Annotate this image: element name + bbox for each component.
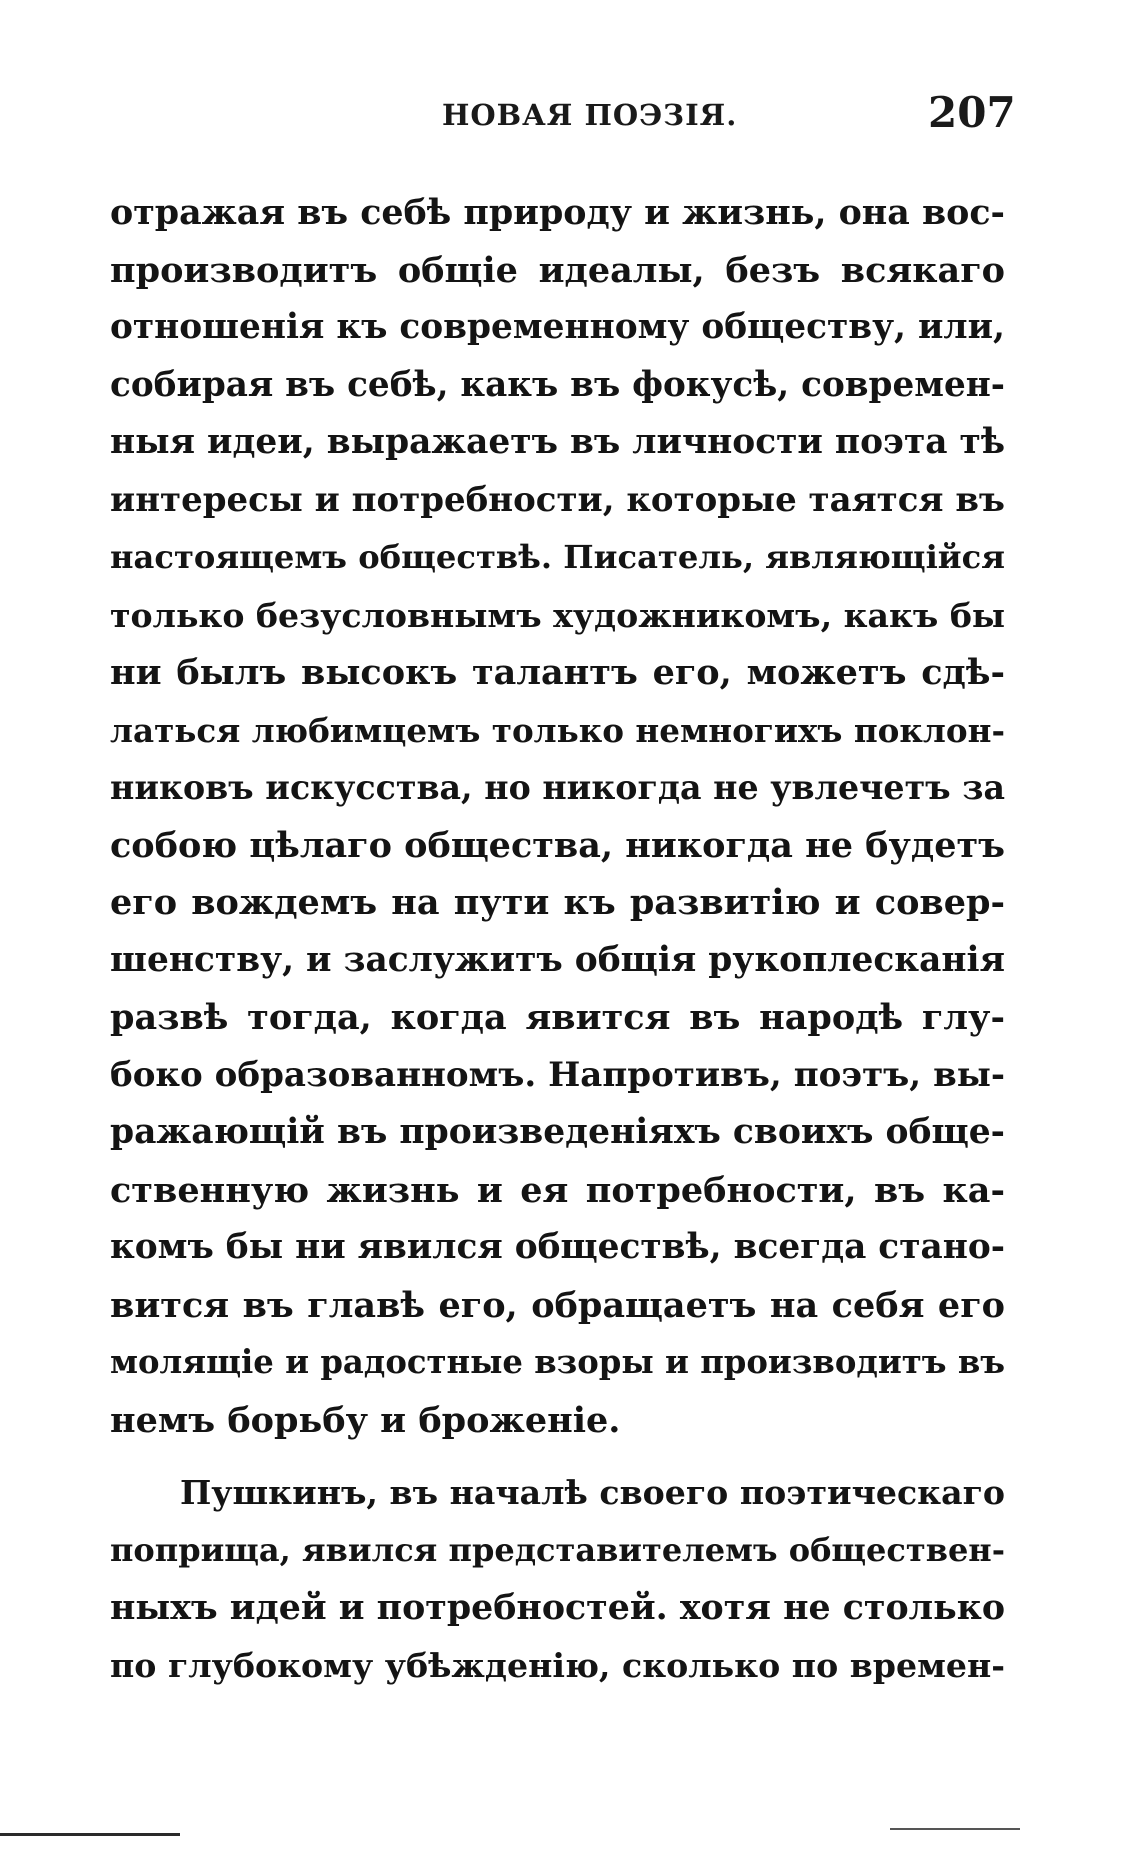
text-line: отражая въ себѣ природу и жизнь, она вос- xyxy=(110,192,1005,233)
scan-edge-mark xyxy=(0,1833,180,1836)
text-line: Пушкинъ, въ началѣ своего поэтическаго xyxy=(180,1473,1005,1512)
text-line: ныя идеи, выражаетъ въ личности поэта тѣ xyxy=(110,422,1005,462)
running-head-title: НОВАЯ ПОЭЗІЯ. xyxy=(442,98,738,132)
text-line: отношенія къ современному обществу, или, xyxy=(110,307,1005,347)
text-line: никовъ искусства, но никогда не увлечетъ за xyxy=(110,768,1005,807)
text-line: производитъ общіе идеалы, безъ всякаго xyxy=(110,249,1005,291)
scan-edge-mark xyxy=(890,1828,1020,1830)
body-text xyxy=(110,184,1005,1694)
text-line: развѣ тогда, когда явится въ народѣ глу- xyxy=(110,997,1005,1038)
text-line: ни былъ высокъ талантъ его, можетъ сдѣ- xyxy=(110,652,1005,693)
paragraph-gap xyxy=(110,1449,1005,1464)
text-line: молящіе и радостные взоры и производитъ въ xyxy=(110,1343,1005,1381)
text-line: его вождемъ на пути къ развитію и совер- xyxy=(110,882,1005,923)
text-line: интересы и потребности, которые таятся въ xyxy=(110,479,1005,520)
text-line: собирая въ себѣ, какъ въ фокусѣ, современ- xyxy=(110,364,1006,405)
text-line: ныхъ идей и потребностей. хотя не столько xyxy=(110,1587,1005,1628)
text-line: настоящемъ обществѣ. Писатель, являющійся xyxy=(110,538,1005,576)
text-line: по глубокому убѣжденію, сколько по времен- xyxy=(110,1645,1005,1685)
text-line: ражающій въ произведеніяхъ своихъ обще- xyxy=(110,1112,1005,1152)
text-line: поприща, явился представителемъ обществен- xyxy=(110,1530,1005,1569)
page-number: 207 xyxy=(928,88,1016,137)
text-line: боко образованномъ. Напротивъ, поэтъ, вы- xyxy=(110,1054,1005,1095)
text-line: вится въ главѣ его, обращаетъ на себя его xyxy=(110,1284,1005,1326)
running-head xyxy=(0,88,1140,138)
text-line: только безусловнымъ художникомъ, какъ бы xyxy=(110,595,1006,635)
text-line: латься любимцемъ только немногихъ поклон- xyxy=(110,710,1005,750)
text-line: ственную жизнь и ея потребности, въ ка- xyxy=(110,1169,1005,1211)
text-line: комъ бы ни явился обществѣ, всегда стано- xyxy=(110,1227,1005,1267)
text-line: шенству, и заслужитъ общія рукоплесканія xyxy=(110,939,1005,980)
text-line: немъ борьбу и броженіе. xyxy=(110,1399,621,1441)
text-line: собою цѣлаго общества, никогда не будетъ xyxy=(110,824,1005,866)
